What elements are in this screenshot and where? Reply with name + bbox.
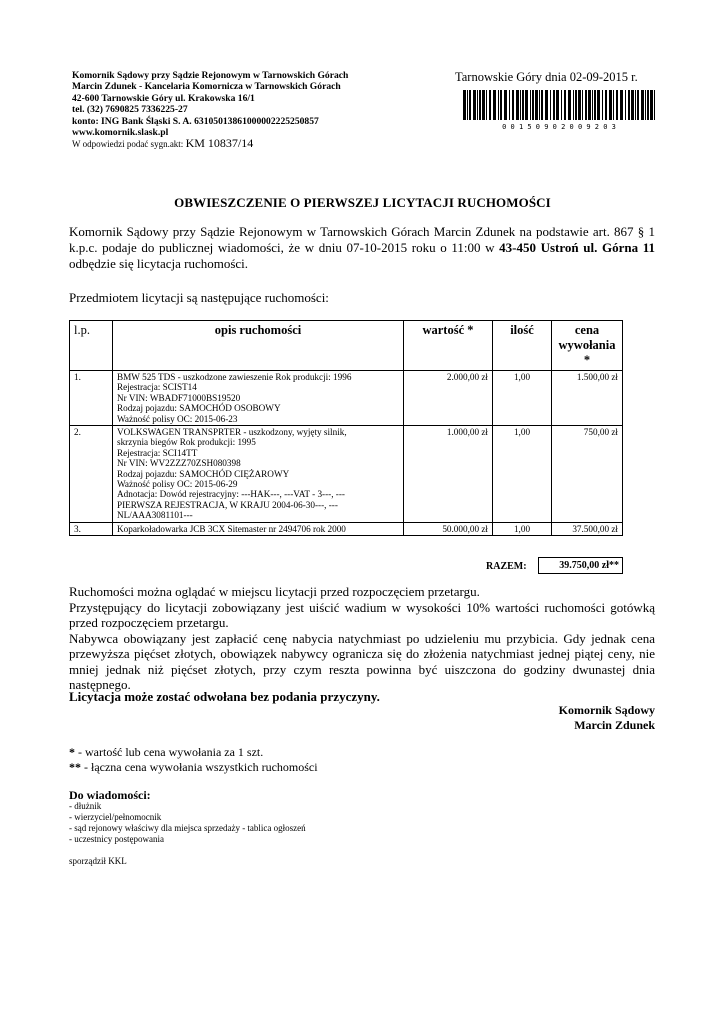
case-reference: W odpowiedzi podać sygn.akt: KM 10837/14	[72, 136, 254, 151]
cell-lp: 3.	[70, 522, 113, 535]
cell-quantity: 1,00	[493, 426, 552, 523]
distribution-title: Do wiadomości:	[69, 788, 151, 802]
col-price: cena wywołania *	[552, 321, 623, 371]
table-row	[70, 522, 623, 535]
terms-paragraph: Ruchomości można oglądać w miejscu licytacji przed rozpoczęciem przetargu.	[69, 584, 480, 599]
list-item: - dłużnik	[69, 801, 102, 811]
cancel-note: Licytacja może zostać odwołana bez podania przyczyny.	[69, 689, 380, 704]
cell-description	[113, 522, 404, 535]
description-line: VOLKSWAGEN TRANSPRTER - uszkodzony, wyjęty silnik,	[117, 427, 347, 438]
description-line: Rodzaj pojazdu: SAMOCHÓD OSOBOWY	[117, 403, 281, 414]
description-line: Rejestracja: SCIST14	[117, 382, 197, 393]
list-item: - wierzyciel/pełnomocnik	[69, 812, 162, 822]
cell-price: 750,00 zł	[552, 426, 623, 523]
case-number: KM 10837/14	[185, 136, 254, 151]
barcode-digits: 0 0 1 5 0 9 0 2 0 0 9 2 0 3	[502, 123, 616, 130]
document-date: Tarnowskie Góry dnia 02-09-2015 r.	[455, 70, 638, 84]
items-table-header	[69, 320, 623, 371]
description-line: Nr VIN: WV2ZZZ70ZSH080398	[117, 458, 241, 469]
terms-paragraph: Przystępujący do licytacji zobowiązany jest uiścić wadium w wysokości 10% wartości ruchomości gotówką przed rozpoczęciem przetargu.	[69, 599, 655, 630]
prepared-by: sporządził KKL	[69, 856, 127, 866]
cell-description	[113, 371, 404, 426]
description-line: Koparkoładowarka JCB 3CX Sitemaster nr 2494706 rok 2000	[117, 523, 346, 534]
footnote: ** - łączna cena wywołania wszystkich ruchomości	[69, 759, 318, 774]
signature-block	[559, 703, 655, 733]
list-item: - uczestnicy postępowania	[69, 834, 164, 844]
cell-quantity: 1,00	[493, 371, 552, 426]
cell-lp: 1.	[70, 371, 113, 426]
description-line: Rodzaj pojazdu: SAMOCHÓD CIĘŻAROWY	[117, 468, 290, 479]
col-description: opis ruchomości	[113, 321, 404, 371]
cell-price: 1.500,00 zł	[552, 371, 623, 426]
col-lp: l.p.	[70, 321, 113, 371]
barcode-icon	[463, 90, 655, 130]
terms-paragraph: Nabywca obowiązany jest zapłacić cenę nabycia natychmiast po udzieleniu mu przybicia. Gdy jednak cena przewyższa pięćset złotych, obowiązek nabywcy ogranicza się do złożenia natychmiast jednej piątej ceny, nie mniej jednak niż pięćset złotych, przy czym reszta powinna być uiszczona do godziny dwunastej dnia następnego.	[69, 630, 655, 692]
page-title: OBWIESZCZENIE O PIERWSZEJ LICYTACJI RUCHOMOŚCI	[174, 195, 551, 210]
terms-section	[69, 584, 655, 693]
header-line: 42-600 Tarnowskie Góry ul. Krakowska 16/1	[72, 92, 255, 104]
description-line: PIERWSZA REJESTRACJA, W KRAJU 2004-06-30---, ---	[117, 499, 338, 510]
total-value: 39.750,00 zł**	[538, 557, 623, 574]
cell-description	[113, 426, 404, 523]
signature-line: Komornik Sądowy	[558, 703, 655, 717]
description-line: Ważność polisy OC: 2015-06-23	[117, 413, 238, 424]
intro-paragraph: Komornik Sądowy przy Sądzie Rejonowym w Tarnowskich Górach Marcin Zdunek na podstawie art. 867 § 1 k.p.c. podaje do publicznej wiadomości, że w dniu 07-10-2015 roku o 11:00 w 43-450 Ustroń ul. Górna 11 odbędzie się licytacja ruchomości.	[69, 224, 656, 271]
total-label: RAZEM:	[486, 561, 527, 572]
cell-value: 1.000,00 zł	[404, 426, 493, 523]
signature-line: Marcin Zdunek	[574, 718, 655, 732]
header-line: www.komornik.slask.pl	[72, 127, 169, 139]
list-item: - sąd rejonowy właściwy dla miejsca sprzedaży - tablica ogłoszeń	[69, 823, 306, 833]
cell-price: 37.500,00 zł	[552, 522, 623, 535]
description-line: Nr VIN: WBADF71000BS19520	[117, 392, 241, 403]
header-line: Komornik Sądowy przy Sądzie Rejonowym w Tarnowskich Górach	[72, 70, 349, 81]
items-table	[69, 370, 623, 536]
subject-line: Przedmiotem licytacji są następujące ruchomości:	[69, 290, 329, 305]
description-line: Ważność polisy OC: 2015-06-29	[117, 479, 238, 490]
cell-lp: 2.	[70, 426, 113, 523]
col-value: wartość *	[404, 321, 493, 371]
cell-value: 2.000,00 zł	[404, 371, 493, 426]
description-line: Adnotacja: Dowód rejestracyjny: ---HAK---, ---VAT - 3---, ---	[117, 489, 345, 500]
description-line: NL/AAA3081101---	[117, 510, 193, 521]
cell-value: 50.000,00 zł	[404, 522, 493, 535]
description-line: BMW 525 TDS - uszkodzone zawieszenie Rok produkcji: 1996	[117, 372, 352, 382]
description-line: Rejestracja: SCI14TT	[117, 447, 198, 458]
col-quantity: ilość	[493, 321, 552, 371]
table-row	[70, 371, 623, 426]
footnotes	[69, 745, 318, 774]
header-line: tel. (32) 7690825 7336225-27	[72, 104, 188, 116]
cell-quantity: 1,00	[493, 522, 552, 535]
description-line: skrzynia biegów Rok produkcji: 1995	[117, 437, 256, 448]
header-line: konto: ING Bank Śląski S. A. 63105013861000002225250857	[72, 115, 319, 127]
distribution-list	[69, 801, 306, 845]
table-row	[70, 426, 623, 523]
header-line: Marcin Zdunek - Kancelaria Komornicza w Tarnowskich Górach	[72, 81, 341, 93]
auction-location: 43-450 Ustroń ul. Górna 11	[499, 240, 656, 255]
bailiff-header	[72, 70, 348, 151]
footnote: * - wartość lub cena wywołania za 1 szt.	[69, 745, 264, 759]
